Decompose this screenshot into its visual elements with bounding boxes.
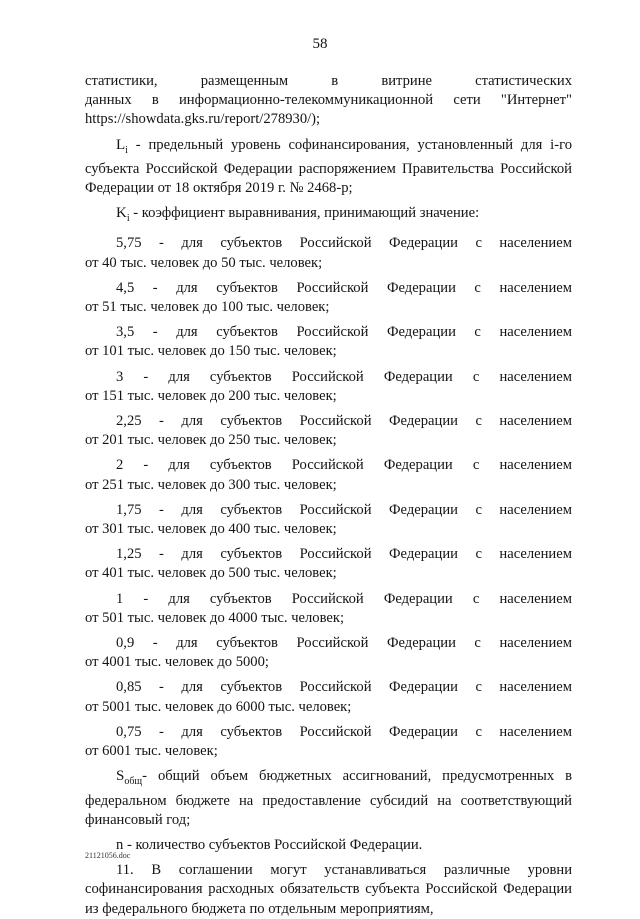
coefficient-word: субъектов bbox=[216, 279, 278, 296]
coefficient-range: от 5001 тыс. человек до 6000 тыс. человек; bbox=[85, 698, 352, 715]
coefficient-word: для bbox=[168, 590, 190, 607]
coefficient-item bbox=[85, 323, 572, 361]
coefficient-list bbox=[85, 234, 572, 761]
coefficient-value: 3 bbox=[116, 368, 124, 385]
coefficient-range: от 6001 тыс. человек; bbox=[85, 743, 218, 760]
coefficient-word: населением bbox=[499, 324, 572, 341]
coefficient-word: - bbox=[143, 368, 149, 385]
coefficient-word: для bbox=[181, 723, 203, 740]
sobsh-symbol: $S_{общ}$ bbox=[116, 768, 143, 788]
coefficient-range: от 4001 тыс. человек до 5000; bbox=[85, 654, 269, 671]
coefficient-word: Федерации bbox=[386, 279, 456, 296]
coefficient-word: населением bbox=[499, 235, 572, 252]
coefficient-word: Российской bbox=[299, 679, 372, 696]
coefficient-word: Федерации bbox=[389, 723, 458, 740]
coefficient-word: населением bbox=[499, 635, 572, 652]
coefficient-word: - bbox=[159, 723, 164, 740]
coefficient-word: Российской bbox=[299, 546, 372, 563]
sobsh-definition-text: - общий объем бюджетных ассигнований, предусмотренных в федеральном бюджете на предоставление субсидий на соответствующий финансовый год; bbox=[85, 768, 572, 828]
coefficient-word: Федерации bbox=[389, 501, 458, 518]
coefficient-item bbox=[85, 678, 572, 716]
coefficient-word: для bbox=[181, 413, 203, 430]
coefficient-value: 4,5 bbox=[116, 279, 135, 296]
coefficient-word: Федерации bbox=[389, 679, 458, 696]
coefficient-line bbox=[85, 412, 572, 431]
coefficient-word: с bbox=[475, 413, 482, 430]
coefficient-word: Федерации bbox=[389, 235, 458, 252]
coefficient-item bbox=[85, 590, 572, 628]
intro-line-3: https://showdata.gks.ru/report/278930/); bbox=[85, 111, 321, 128]
coefficient-word: населением bbox=[499, 368, 572, 385]
coefficient-item bbox=[85, 723, 572, 761]
coefficient-word: Российской bbox=[299, 723, 372, 740]
coefficient-word: для bbox=[181, 235, 203, 252]
coefficient-item bbox=[85, 368, 572, 406]
coefficient-word: - bbox=[159, 235, 164, 252]
page-number: 58 bbox=[312, 36, 328, 52]
coefficient-range: от 201 тыс. человек до 250 тыс. человек; bbox=[85, 432, 337, 449]
coefficient-word: субъектов bbox=[220, 679, 283, 696]
li-symbol: $L_i$ bbox=[116, 136, 128, 156]
coefficient-item bbox=[85, 234, 572, 272]
coefficient-line bbox=[85, 590, 572, 609]
coefficient-word: Федерации bbox=[383, 590, 453, 607]
footer-filename: 21121056.doc bbox=[85, 851, 131, 860]
coefficient-word: Российской bbox=[296, 324, 369, 341]
coefficient-word: - bbox=[159, 501, 164, 518]
coefficient-word: Российской bbox=[291, 590, 364, 607]
coefficient-word: субъектов bbox=[220, 546, 283, 563]
coefficient-word: Федерации bbox=[383, 457, 453, 474]
coefficient-word: Российской bbox=[299, 235, 372, 252]
coefficient-range: от 151 тыс. человек до 200 тыс. человек; bbox=[85, 387, 337, 404]
coefficient-word: с bbox=[472, 368, 480, 385]
coefficient-word: населением bbox=[499, 279, 572, 296]
coefficient-word: с bbox=[475, 235, 482, 252]
coefficient-range: от 40 тыс. человек до 50 тыс. человек; bbox=[85, 254, 323, 271]
coefficient-word: - bbox=[152, 324, 158, 341]
coefficient-range: от 101 тыс. человек до 150 тыс. человек; bbox=[85, 343, 337, 360]
coefficient-value: 0,85 bbox=[116, 679, 142, 696]
coefficient-word: - bbox=[143, 590, 149, 607]
coefficient-item bbox=[85, 412, 572, 450]
coefficient-word: - bbox=[143, 457, 149, 474]
coefficient-range: от 401 тыс. человек до 500 тыс. человек; bbox=[85, 565, 337, 582]
coefficient-item bbox=[85, 501, 572, 539]
coefficient-word: субъектов bbox=[220, 413, 283, 430]
coefficient-word: для bbox=[176, 324, 198, 341]
coefficient-value: 5,75 bbox=[116, 235, 142, 252]
coefficient-word: с bbox=[475, 501, 482, 518]
coefficient-word: субъектов bbox=[209, 590, 272, 607]
coefficient-word: Федерации bbox=[383, 368, 453, 385]
coefficient-word: Федерации bbox=[386, 635, 456, 652]
coefficient-word: - bbox=[159, 413, 164, 430]
coefficient-word: с bbox=[475, 546, 482, 563]
li-definition-text: - предельный уровень софинансирования, установленный для i-го субъекта Российской Федерации распоряжением Правительства Российской Федерации от 18 октября 2019 г. № 2468-р; bbox=[85, 136, 572, 197]
coefficient-value: 1,75 bbox=[116, 501, 142, 518]
coefficient-word: - bbox=[152, 635, 158, 652]
coefficient-line bbox=[85, 456, 572, 475]
coefficient-word: Российской bbox=[299, 501, 372, 518]
coefficient-range: от 51 тыс. человек до 100 тыс. человек; bbox=[85, 299, 330, 316]
ki-symbol: $K_i$ bbox=[116, 205, 130, 225]
paragraph-11: 11. В соглашении могут устанавливаться различные уровни софинансирования расходных обязательств субъекта Российской Федерации из федерального бюджета по отдельным мероприятиям, bbox=[85, 862, 572, 917]
coefficient-word: населением bbox=[499, 457, 572, 474]
coefficient-word: населением bbox=[499, 501, 572, 518]
coefficient-word: субъектов bbox=[220, 235, 283, 252]
coefficient-word: Российской bbox=[296, 279, 369, 296]
coefficient-range: от 251 тыс. человек до 300 тыс. человек; bbox=[85, 476, 337, 493]
coefficient-value: 1,25 bbox=[116, 546, 142, 563]
coefficient-word: для bbox=[176, 635, 198, 652]
coefficient-item bbox=[85, 279, 572, 317]
coefficient-word: с bbox=[472, 457, 480, 474]
coefficient-item bbox=[85, 545, 572, 583]
coefficient-line bbox=[85, 501, 572, 520]
coefficient-word: населением bbox=[499, 413, 572, 430]
coefficient-word: Российской bbox=[299, 413, 372, 430]
coefficient-word: населением bbox=[499, 679, 572, 696]
coefficient-word: для bbox=[168, 368, 190, 385]
coefficient-word: - bbox=[152, 279, 158, 296]
coefficient-word: населением bbox=[499, 546, 572, 563]
coefficient-word: Российской bbox=[291, 457, 364, 474]
ki-definition-text: - коэффициент выравнивания, принимающий значение: bbox=[129, 205, 480, 222]
coefficient-value: 2,25 bbox=[116, 413, 142, 430]
coefficient-word: населением bbox=[499, 723, 572, 740]
coefficient-word: Федерации bbox=[389, 546, 458, 563]
coefficient-word: с bbox=[475, 723, 482, 740]
coefficient-word: субъектов bbox=[216, 324, 278, 341]
ki-definition bbox=[85, 204, 572, 228]
intro-line-1: статистики, размещенным в витрине статистических bbox=[85, 73, 572, 89]
coefficient-word: субъектов bbox=[209, 368, 272, 385]
coefficient-value: 0,9 bbox=[116, 635, 135, 652]
coefficient-value: 2 bbox=[116, 457, 124, 474]
coefficient-line bbox=[85, 323, 572, 342]
coefficient-line bbox=[85, 234, 572, 253]
coefficient-word: Российской bbox=[296, 635, 369, 652]
coefficient-word: субъектов bbox=[216, 635, 278, 652]
coefficient-value: 3,5 bbox=[116, 324, 135, 341]
coefficient-line bbox=[85, 368, 572, 387]
coefficient-value: 0,75 bbox=[116, 723, 142, 740]
coefficient-word: для bbox=[176, 279, 198, 296]
coefficient-word: с bbox=[474, 635, 481, 652]
coefficient-word: с bbox=[472, 590, 480, 607]
coefficient-word: субъектов bbox=[220, 501, 283, 518]
coefficient-line bbox=[85, 545, 572, 564]
coefficient-line bbox=[85, 279, 572, 298]
n-definition: n - количество субъектов Российской Федерации. bbox=[116, 836, 423, 853]
coefficient-line bbox=[85, 723, 572, 742]
coefficient-word: с bbox=[474, 279, 481, 296]
coefficient-word: Федерации bbox=[389, 413, 458, 430]
coefficient-line bbox=[85, 634, 572, 653]
coefficient-word: Федерации bbox=[386, 324, 456, 341]
intro-line-2: данных в информационно-телекоммуникационной сети "Интернет" bbox=[85, 92, 572, 109]
coefficient-word: для bbox=[181, 501, 203, 518]
coefficient-item bbox=[85, 456, 572, 494]
coefficient-word: населением bbox=[499, 590, 572, 607]
coefficient-range: от 501 тыс. человек до 4000 тыс. человек; bbox=[85, 609, 345, 626]
coefficient-word: субъектов bbox=[220, 723, 283, 740]
coefficient-word: для bbox=[181, 546, 203, 563]
coefficient-value: 1 bbox=[116, 590, 124, 607]
coefficient-word: - bbox=[159, 679, 164, 696]
coefficient-word: субъектов bbox=[209, 457, 272, 474]
coefficient-item bbox=[85, 634, 572, 672]
li-definition bbox=[85, 136, 572, 199]
sobsh-definition bbox=[85, 767, 572, 830]
intro-paragraph bbox=[85, 72, 572, 130]
coefficient-word: с bbox=[474, 324, 481, 341]
coefficient-word: Российской bbox=[291, 368, 364, 385]
document-body bbox=[85, 72, 572, 919]
coefficient-line bbox=[85, 678, 572, 697]
coefficient-word: - bbox=[159, 546, 164, 563]
coefficient-range: от 301 тыс. человек до 400 тыс. человек; bbox=[85, 521, 337, 538]
coefficient-word: для bbox=[168, 457, 190, 474]
coefficient-word: для bbox=[181, 679, 203, 696]
coefficient-word: с bbox=[475, 679, 482, 696]
